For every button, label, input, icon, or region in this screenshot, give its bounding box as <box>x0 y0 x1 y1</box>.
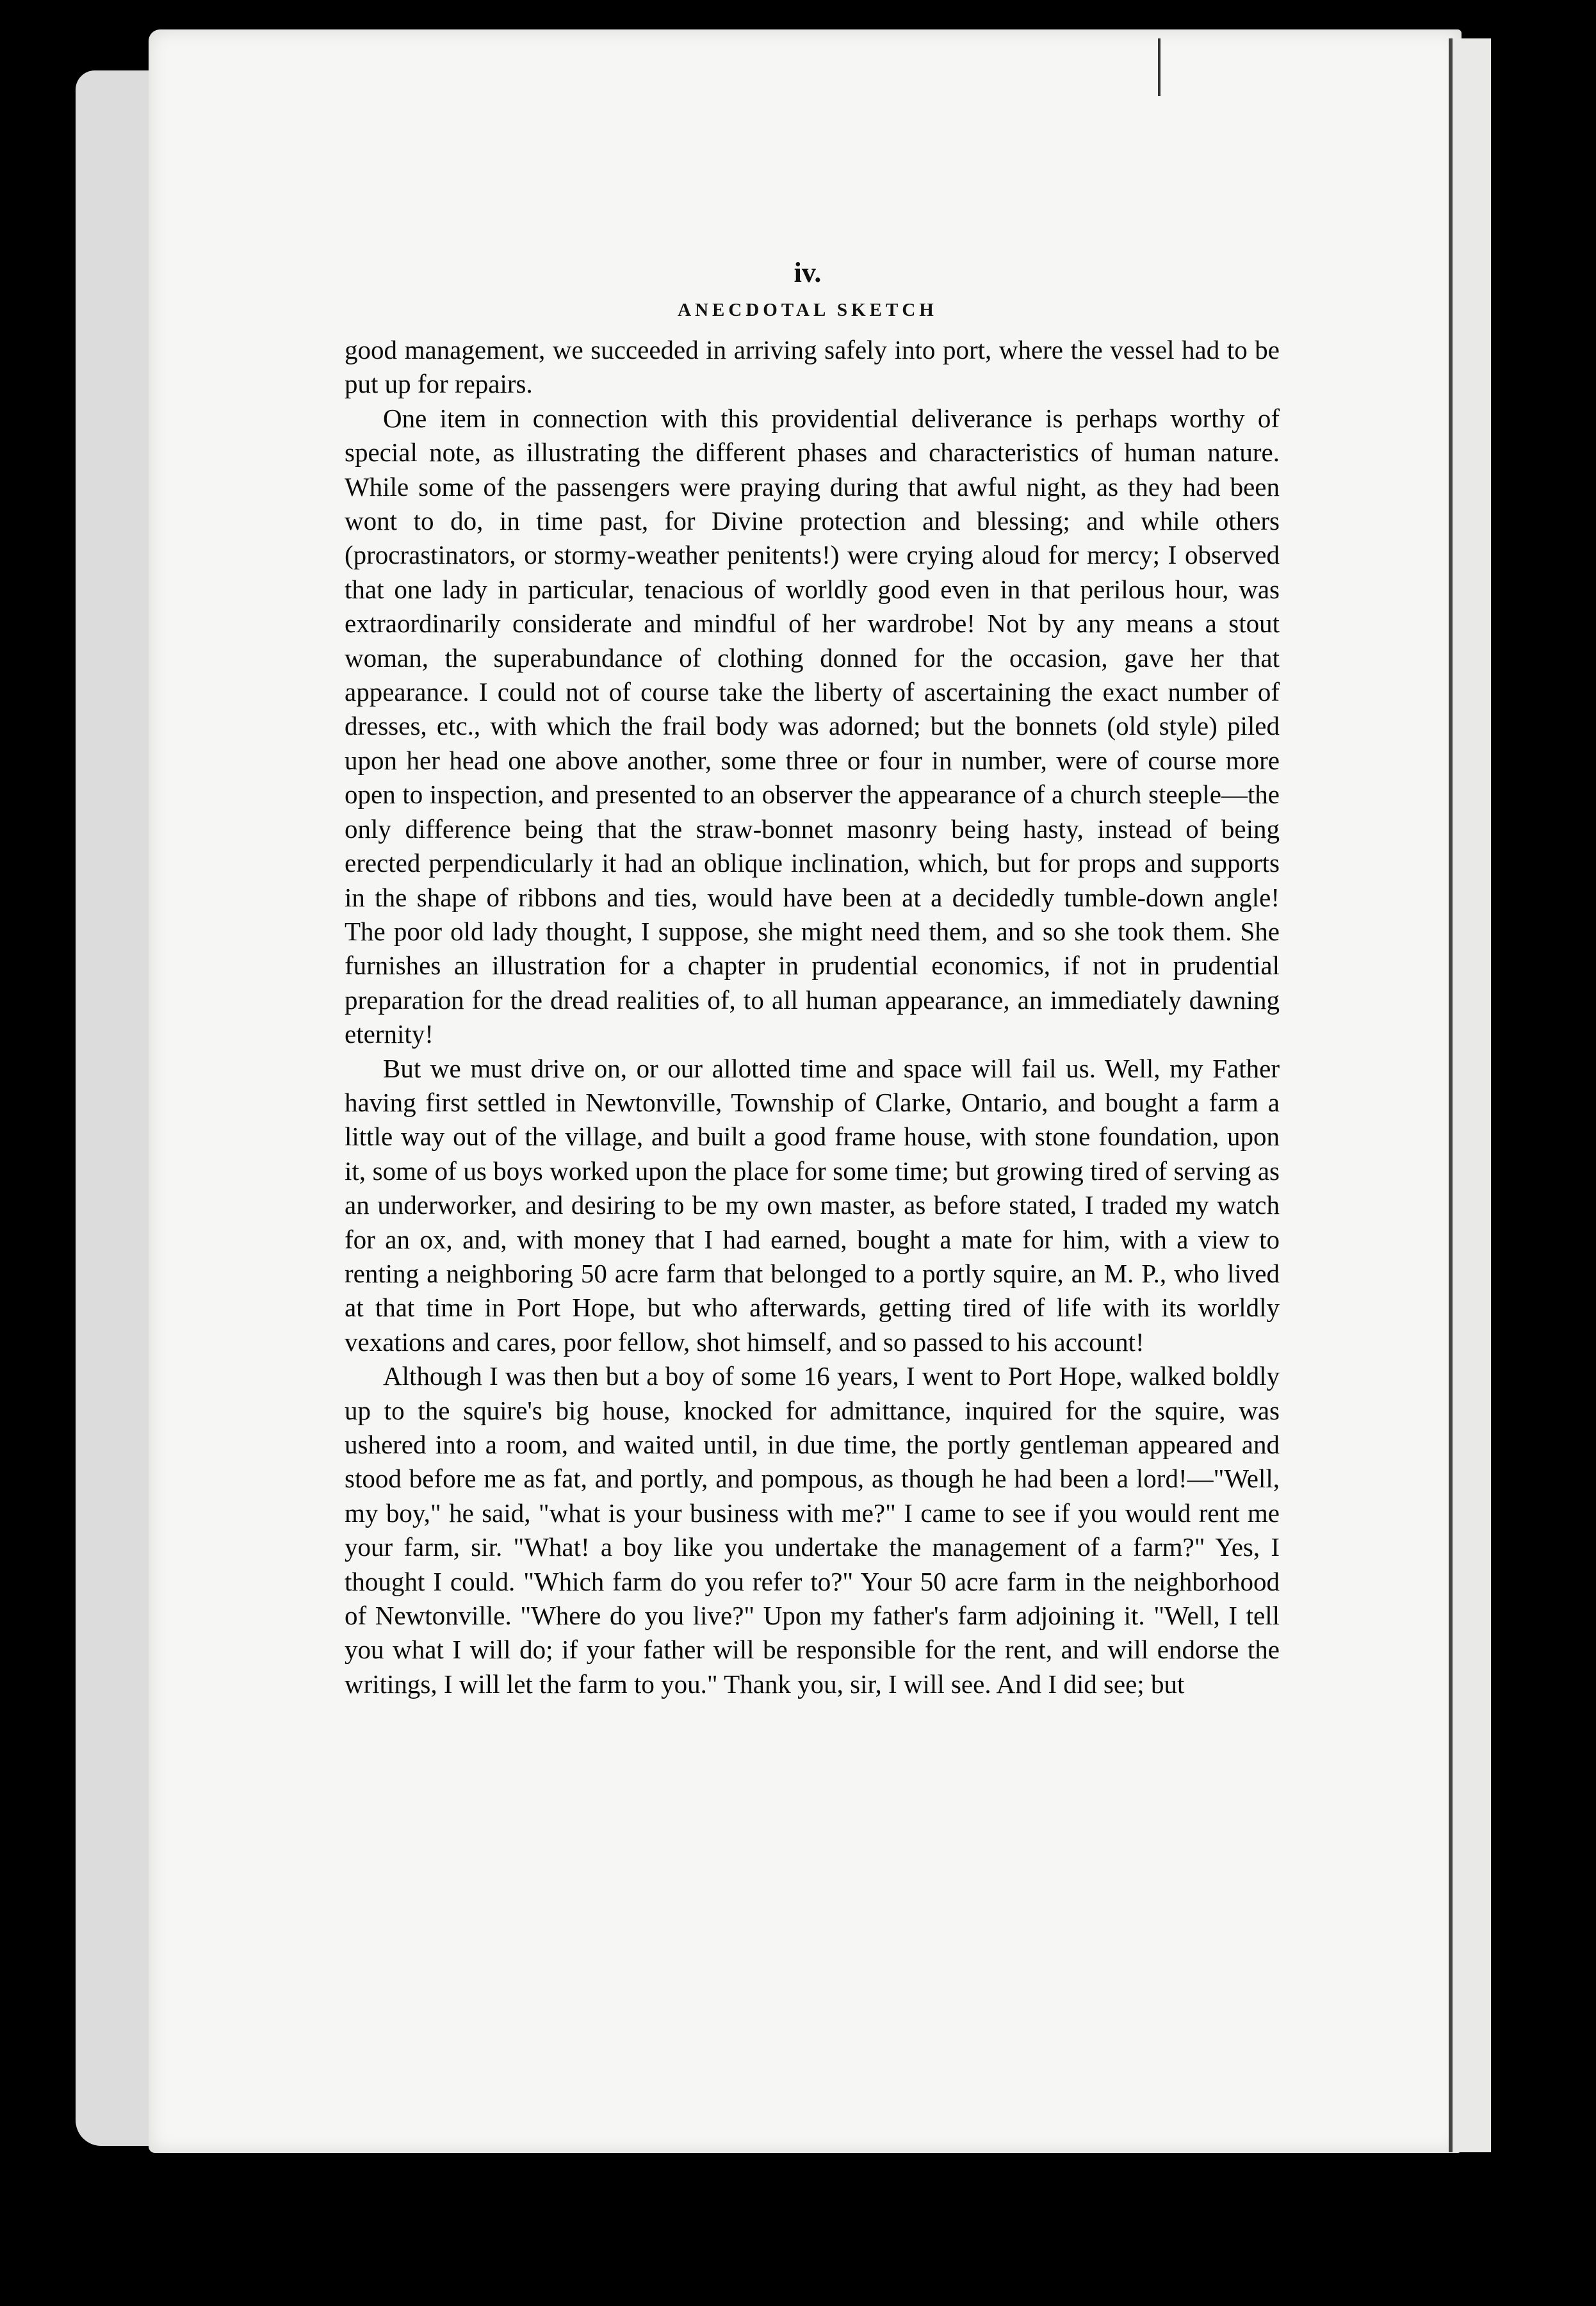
paragraph: One item in connection with this providential deliverance is perhaps worthy of special note, as illustrating the different phases and characteristics of human nature. While some of the passengers were praying during that awful night, as they had been wont to do, in time past, for Divine protection and blessing; and while others (procrastinators, or stormy-weather penitents!) were crying aloud for mercy; I observed that one lady in particular, tenacious of worldly good even in that perilous hour, was extraordinarily considerate and mindful of her wardrobe! Not by any means a stout woman, the superabundance of clothing donned for the occasion, gave her that appearance. I could not of course take the liberty of ascertaining the exact number of dresses, etc., with which the frail body was adorned; but the bonnets (old style) piled upon her head one above another, some three or four in number, were of course more open to inspection, and presented to an observer the appearance of a church steeple—the only difference being that the straw-bonnet masonry being hasty, instead of being erected perpendicularly it had an oblique inclination, which, but for props and supports in the shape of ribbons and ties, would have been at a decidedly tumble-down angle! The poor old lady thought, I suppose, she might need them, and so she took them. She furnishes an illustration for a chapter in prudential economics, if not in prudential preparation for the dread realities of, to all human appearance, an immediately dawning eternity! <box>345 403 1280 1049</box>
running-head: ANECDOTAL SKETCH <box>678 300 938 320</box>
page-number: iv. <box>794 257 822 288</box>
page-gutter-line <box>1449 38 1453 2152</box>
facing-page-strip <box>1453 38 1491 2152</box>
body-text <box>345 333 1280 1701</box>
paragraph: But we must drive on, or our allotted time and space will fail us. Well, my Father having first settled in Newtonville, Township of Clarke, Ontario, and bought a farm a little way out of the village, and built a good frame house, with stone foundation, upon it, some of us boys worked upon the place for some time; but growing tired of serving as an underworker, and desiring to be my own master, as before stated, I traded my watch for an ox, and, with money that I had earned, bought a mate for him, with a view to renting a neighboring 50 acre farm that belonged to a portly squire, an M. P., who lived at that time in Port Hope, but who afterwards, getting tired of life with its worldly vexations and cares, poor fellow, shot himself, and so passed to his account! <box>345 1053 1280 1357</box>
paragraph-continued: good management, we succeeded in arriving safely into port, where the vessel had to be put up for repairs. <box>345 335 1280 399</box>
paragraph: Although I was then but a boy of some 16 years, I went to Port Hope, walked boldly up to the squire's big house, knocked for admittance, inquired for the squire, was ushered into a room, and waited until, in due time, the portly gentleman appeared and stood before me as fat, and portly, and pompous, as though he had been a lord!—"Well, my boy," he said, "what is your business with me?" I came to see if you would rent me your farm, sir. "What! a boy like you undertake the management of a farm?" Yes, I thought I could. "Which farm do you refer to?" Your 50 acre farm in the neighborhood of Newtonville. "Where do you live?" Upon my father's farm adjoining it. "Well, I tell you what I will do; if your father will be responsible for the rent, and will endorse the writings, I will let the farm to you." Thank you, sir, I will see. And I did see; but <box>345 1361 1280 1699</box>
page-fold-mark <box>1158 38 1160 96</box>
